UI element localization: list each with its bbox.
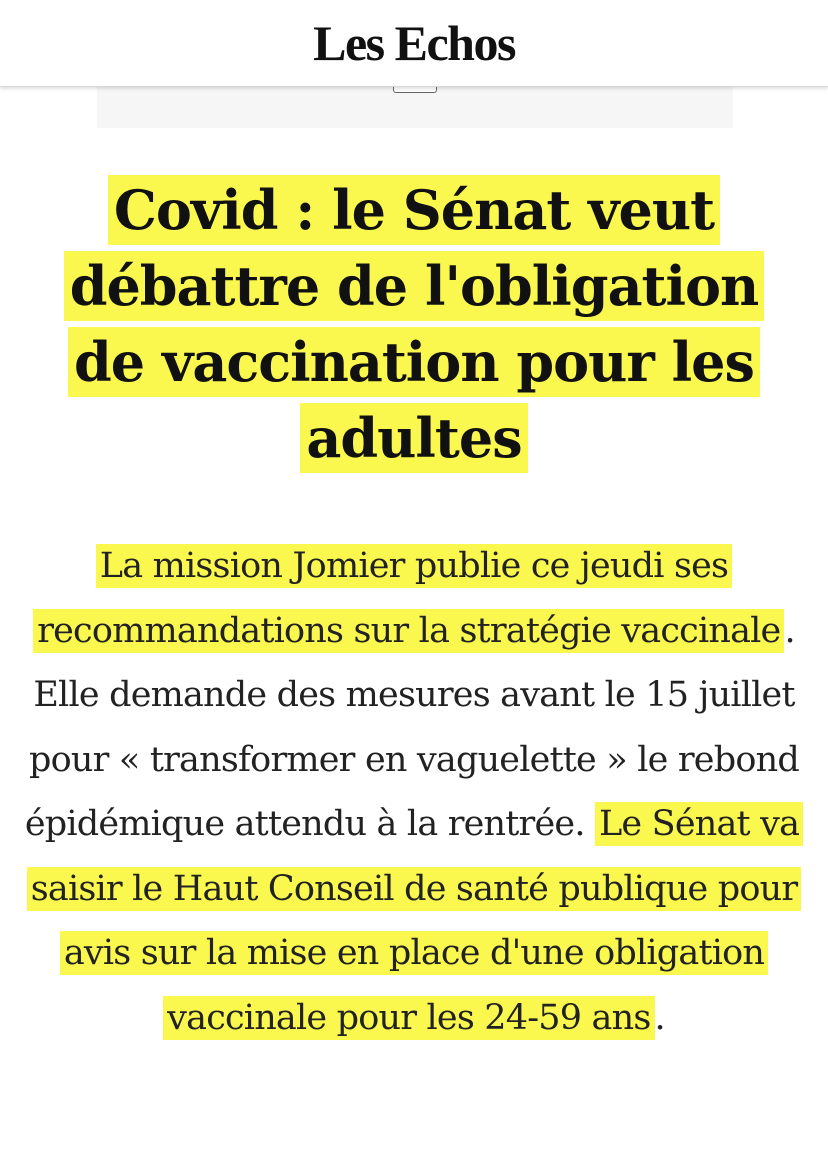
site-header [0, 0, 828, 87]
article-lede [20, 534, 808, 1050]
lede-highlight-2: Le Sénat va saisir le Haut Conseil de santé publique pour avis sur la mise en place d'une obligation vaccinale pour les 24-59 ans [27, 802, 803, 1040]
lede-text-1: . Elle demande des mesures avant le 15 juillet pour « transformer en vaguelette » le rebond épidémique attendu à la rentrée. [24, 610, 799, 844]
article-headline [30, 172, 798, 476]
les-echos-logo[interactable]: Les Echos [313, 15, 515, 71]
lede-text-2: . [654, 997, 665, 1038]
headline-highlight: Covid : le Sénat veut débattre de l'obligation de vaccination pour les adultes [64, 175, 765, 473]
ad-collapse-handle-icon[interactable] [393, 86, 437, 93]
lede-highlight-1: La mission Jomier publie ce jeudi ses recommandations sur la stratégie vaccinale [33, 544, 784, 653]
ad-placeholder [97, 86, 733, 128]
